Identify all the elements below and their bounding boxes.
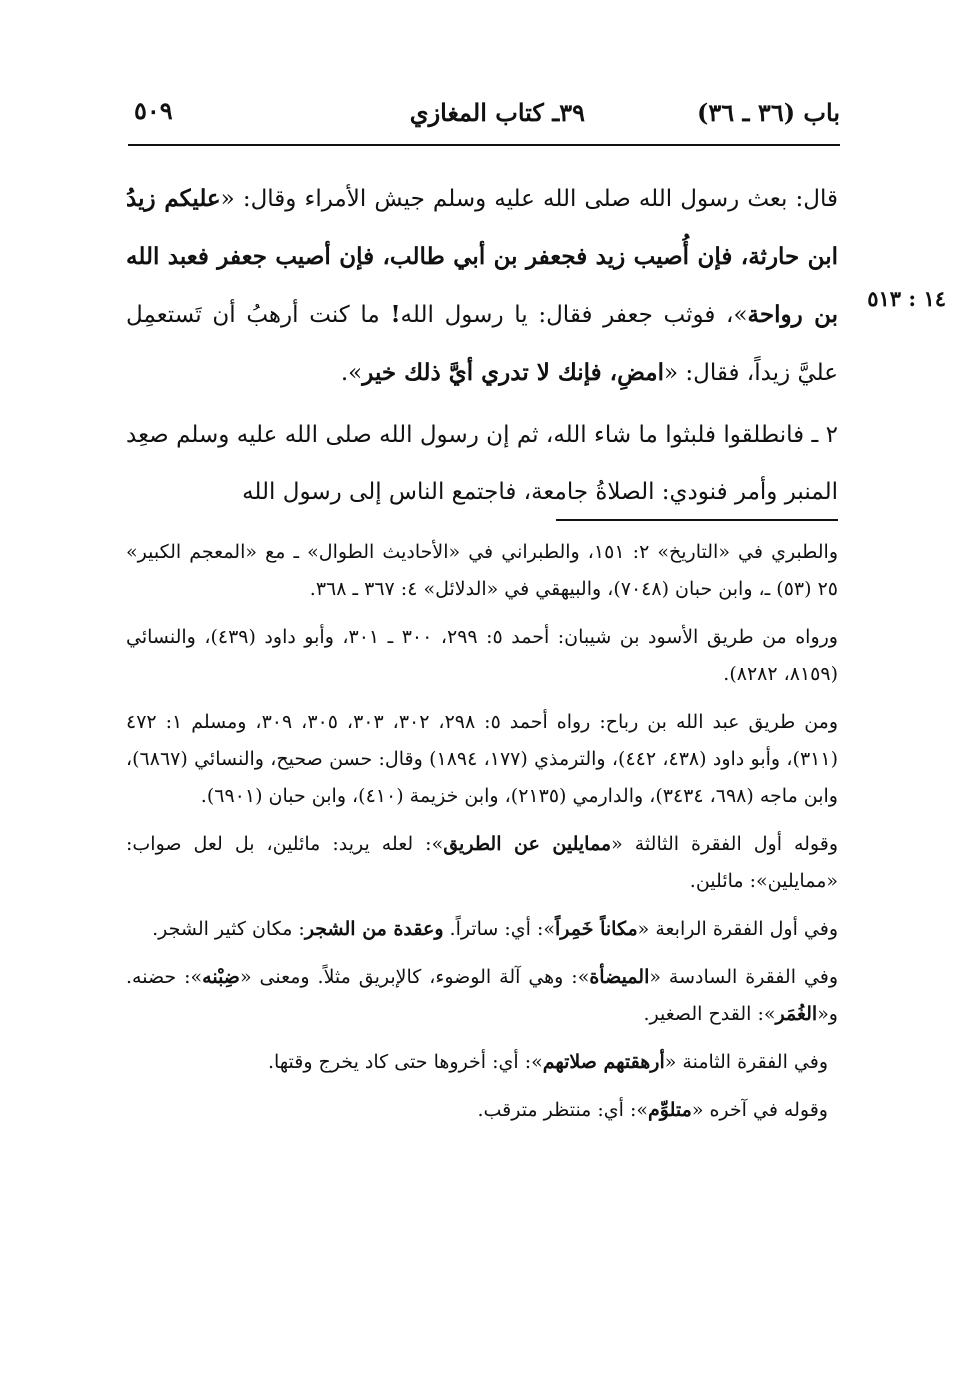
text-run: وقوله أول الفقرة الثالثة « [611,833,839,855]
text-run: »: أي: منتظر مترقب. [477,1099,649,1121]
bold-run: الغُمَر [775,1003,818,1025]
bold-run: ضِبْنه [202,966,240,988]
bold-run: مكاناً خَمِراً [555,918,638,940]
text-run: »، فوثب جعفر فقال: يا رسول الله [400,302,748,328]
bold-run: عليكم زيدُ ابن حارثة، فإن أُصيب زيد فجعفر بن أبي طالب، فإن أصيب جعفر فعبد الله بن رواحة [126,185,838,328]
text-run: : مكان كثير الشجر. [152,918,305,940]
text-run: »: لعله يريد: مائلين، بل لعل صواب: «ممايلين»: مائلين. [126,833,838,892]
footnote-8 [126,1092,838,1129]
bold-run: ممايلين عن الطريق [443,833,612,855]
footnote-7 [126,1044,838,1081]
footnotes [126,534,838,1140]
paragraph-1 [126,170,838,402]
chapter-heading: باب (٣٦ ـ ٣٦) [697,98,840,127]
footnote-2: ورواه من طريق الأسود بن شيبان: أحمد ٥: ٢٩٩، ٣٠٠ ـ ٣٠١، وأبو داود (٤٣٩)، والنسائي (٨١٥٩، ٨٢٨٢). [126,626,838,685]
main-text [126,170,838,521]
bold-run: أرهقتهم صلاتهم [542,1051,665,1073]
footnote-1: والطبري في «التاريخ» ٢: ١٥١، والطبراني في «الأحاديث الطوال» ـ مع «المعجم الكبير» ٢٥ (٥٣) ـ، وابن حبان (٧٠٤٨)، والبيهقي في «الدلائل» ٤: ٣٦٧ ـ ٣٦٨. [126,541,838,600]
text-run: وفي أول الفقرة الرابعة « [637,918,838,940]
paragraph-2: ٢ ـ فانطلقوا فلبثوا ما شاء الله، ثم إن رسول الله صلى الله عليه وسلم صعِد المنبر وأمر فنودي: الصلاةُ جامعة، فاجتمع الناس إلى رسول الله [126,422,838,505]
text-run: ما كنت أرهبُ أن تَستعمِل عليَّ زيداً، فقال: « [126,302,838,386]
footnote-separator [556,519,838,521]
footnote-4 [126,826,838,900]
bold-run: الميضأة [589,966,650,988]
running-header [128,94,840,140]
footnote-3: ومن طريق عبد الله بن رباح: رواه أحمد ٥: ٢٩٨، ٣٠٢، ٣٠٣، ٣٠٥، ٣٠٩، ومسلم ١: ٤٧٢ (٣١١)، وأبو داود (٤٣٨، ٤٤٢)، والترمذي (١٧٧، ١٨٩٤) وقال: حسن صحيح، والنسائي (٦٨٦٧)، وابن ماجه (٦٩٨، ٣٤٣٤)، والدارمي (٢١٣٥)، وابن خزيمة (٤١٠)، وابن حبان (٦٩٠١). [126,711,839,807]
text-run: وقوله في آخره « [691,1099,828,1121]
text-run: وفي الفقرة السادسة « [649,966,839,988]
text-run: ». [340,360,363,386]
bold-run: وعقدة من الشجر [304,918,444,940]
footnote-6 [126,959,838,1033]
text-run: »: حضنه. و« [126,966,838,1025]
page-number: ٥٠٩ [134,96,173,125]
bold-run: امضِ، فإنك لا تدري أيَّ ذلك خير [362,359,664,386]
bold-run: ! [390,301,401,328]
text-run: »: أي: ساتراً. [443,918,555,940]
header-rule [128,144,840,146]
bold-run: متلوِّم [648,1099,692,1121]
text-run: وفي الفقرة الثامنة « [664,1051,828,1073]
margin-reference: ١٤ : ٥١٣ [867,286,946,311]
text-run: »: أي: أخروها حتى كاد يخرج وقتها. [267,1051,543,1073]
footnote-5 [126,911,838,948]
text-run: »: وهي آلة الوضوء، كالإبريق مثلاً. ومعنى « [239,966,590,988]
book-title: ٣٩ـ كتاب المغازي [409,98,585,127]
text-run: »: القدح الصغير. [643,1003,776,1025]
text-run: قال: بعث رسول الله صلى الله عليه وسلم جيش الأمراء وقال: « [220,186,838,212]
